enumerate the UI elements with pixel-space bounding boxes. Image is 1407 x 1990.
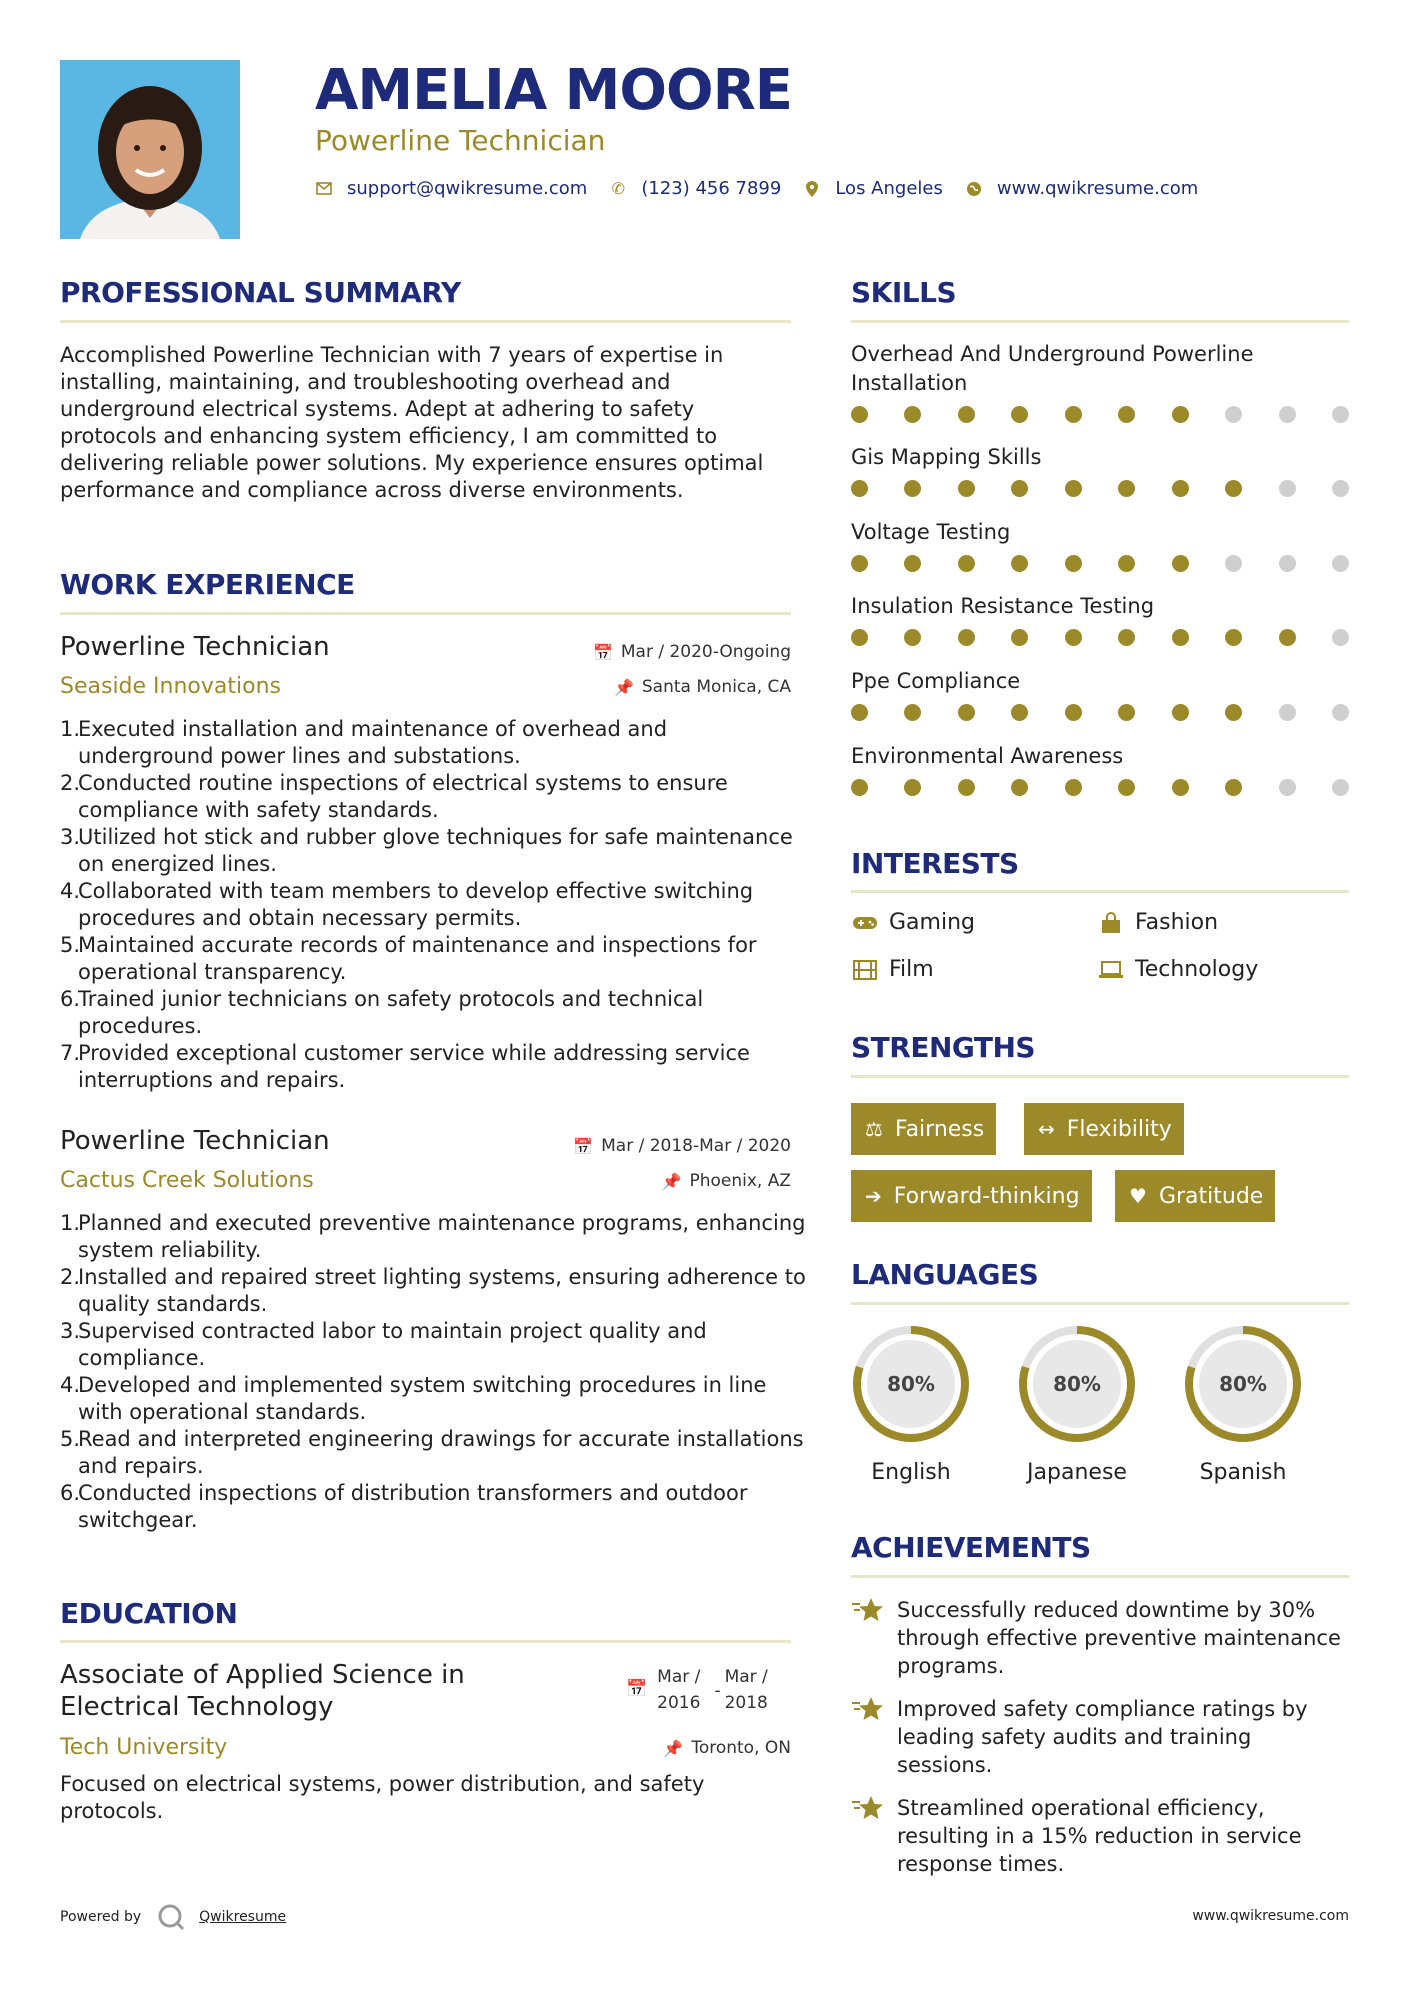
skill-rating <box>851 704 1349 721</box>
rating-dot-filled <box>1011 406 1028 423</box>
rating-dot-filled <box>1065 629 1082 646</box>
rating-dot-filled <box>1065 555 1082 572</box>
film-icon <box>851 960 879 980</box>
education-end <box>725 1664 768 1716</box>
rating-dot-empty <box>1279 480 1296 497</box>
skill-name: Overhead And Underground Powerline Installation <box>851 342 1254 395</box>
strength-forward-thinking <box>851 1170 1092 1222</box>
education-end-month: Mar / <box>724 1667 768 1687</box>
rating-dot-filled <box>1118 779 1135 796</box>
interests-heading: INTERESTS <box>851 847 1019 880</box>
rating-dot-filled <box>904 480 921 497</box>
skill-item <box>851 518 1349 572</box>
rating-dot-filled <box>958 555 975 572</box>
language-item <box>1015 1322 1139 1485</box>
skill-item <box>851 667 1349 721</box>
rating-dot-filled <box>1011 480 1028 497</box>
rating-dot-filled <box>904 704 921 721</box>
contact-email[interactable] <box>315 178 587 199</box>
interest-film <box>851 957 934 982</box>
achievement-2-text: Improved safety compliance ratings by leading safety audits and training sessions. <box>897 1697 1308 1777</box>
language-name: Japanese <box>1027 1460 1127 1485</box>
education-school: Tech University <box>60 1735 228 1760</box>
gauge-label: 80% <box>1053 1372 1101 1396</box>
skill-name: Environmental Awareness <box>851 744 1124 768</box>
strength-flexibility-label: Flexibility <box>1066 1116 1172 1142</box>
skill-rating <box>851 406 1349 423</box>
arrows-horizontal-icon: ↔ <box>1038 1117 1055 1141</box>
rating-dot-filled <box>1118 480 1135 497</box>
rating-dot-filled <box>1011 779 1028 796</box>
rating-dot-filled <box>851 629 868 646</box>
achievement-3-text: Streamlined operational efficiency, resulting in a 15% reduction in service response times. <box>897 1796 1302 1876</box>
interest-fashion <box>1097 910 1218 935</box>
skill-rating <box>851 480 1349 497</box>
rating-dot-filled <box>1011 629 1028 646</box>
job-1-bullets <box>60 716 809 1094</box>
achievement-item <box>851 1596 1349 1680</box>
list-item: Provided exceptional customer service while addressing service interruptions and repairs. <box>78 1041 750 1092</box>
contact-bar <box>315 178 1220 199</box>
strength-gratitude-label: Gratitude <box>1158 1183 1264 1209</box>
education-end-year: 2018 <box>724 1693 768 1713</box>
degree-line-1: Associate of Applied Science in <box>60 1660 465 1690</box>
education-location <box>663 1738 791 1758</box>
job-2-dates-text: Mar / 2018-Mar / 2020 <box>601 1136 791 1156</box>
skill-rating <box>851 629 1349 646</box>
footer-website[interactable]: www.qwikresume.com <box>1192 1908 1349 1924</box>
contact-website-text: www.qwikresume.com <box>996 178 1199 199</box>
rating-dot-filled <box>1279 629 1296 646</box>
languages-heading: LANGUAGES <box>851 1258 1039 1291</box>
powered-by-label: Powered by <box>60 1909 142 1925</box>
rating-dot-empty <box>1279 406 1296 423</box>
achievement-1-text: Successfully reduced downtime by 30% through effective preventive maintenance programs. <box>897 1598 1341 1678</box>
list-item: Trained junior technicians on safety protocols and technical procedures. <box>78 987 704 1038</box>
summary-text: Accomplished Powerline Technician with 7 years of expertise in installing, maintaining, and troubleshooting overhead and underground electrical systems. Adept at adhering to safety protocols and enhancing system efficiency, I am committed to delivering reliable power solutions. My experience ensures optimal performance and compliance across diverse environments. <box>60 343 764 502</box>
rating-dot-filled <box>1172 480 1189 497</box>
skill-rating <box>851 555 1349 572</box>
gauge-label: 80% <box>1219 1372 1267 1396</box>
list-item: Planned and executed preventive maintenance programs, enhancing system reliability. <box>78 1211 806 1262</box>
strengths-heading: STRENGTHS <box>851 1031 1036 1064</box>
job-1-location-text: Santa Monica, CA <box>641 677 791 697</box>
rating-dot-filled <box>1118 555 1135 572</box>
education-description: Focused on electrical systems, power distribution, and safety protocols. <box>60 1772 705 1823</box>
strength-gratitude <box>1115 1170 1275 1222</box>
language-item <box>1181 1322 1305 1485</box>
skill-rating <box>851 779 1349 796</box>
education-dates <box>626 1664 768 1716</box>
skills-heading: SKILLS <box>851 276 957 309</box>
rating-dot-filled <box>1065 480 1082 497</box>
footer-powered-by <box>60 1903 286 1931</box>
rating-dot-filled <box>958 629 975 646</box>
summary-divider <box>60 320 791 323</box>
strength-forward-thinking-label: Forward-thinking <box>893 1183 1080 1209</box>
list-item: Conducted inspections of distribution transformers and outdoor switchgear. <box>78 1481 748 1532</box>
list-item: Utilized hot stick and rubber glove techniques for safe maintenance on energized lines. <box>78 825 793 876</box>
rating-dot-filled <box>1225 704 1242 721</box>
rating-dot-filled <box>1172 704 1189 721</box>
rating-dot-empty <box>1225 406 1242 423</box>
calendar-icon: 📅 <box>626 1679 648 1699</box>
education-location-text: Toronto, ON <box>691 1738 791 1758</box>
rating-dot-filled <box>851 555 868 572</box>
gauge-label: 80% <box>887 1372 935 1396</box>
star-icon <box>851 1596 887 1680</box>
shopping-bag-icon <box>1097 912 1125 934</box>
skill-item <box>851 340 1349 423</box>
rating-dot-filled <box>1225 480 1242 497</box>
language-gauge <box>1015 1322 1139 1446</box>
rating-dot-filled <box>904 406 921 423</box>
strengths-divider <box>851 1075 1349 1078</box>
skill-item <box>851 742 1349 796</box>
degree-line-2: Electrical Technology <box>60 1692 334 1722</box>
list-item: Maintained accurate records of maintenance and inspections for operational transparency. <box>78 933 757 984</box>
interests-divider <box>851 890 1349 893</box>
skills-divider <box>851 320 1349 323</box>
contact-email-text: support@qwikresume.com <box>347 178 588 199</box>
skill-name: Voltage Testing <box>851 520 1011 544</box>
candidate-title: Powerline Technician <box>315 124 606 157</box>
rating-dot-empty <box>1332 629 1349 646</box>
language-gauge <box>1181 1322 1305 1446</box>
star-icon <box>851 1794 887 1878</box>
envelope-icon <box>315 182 333 195</box>
interest-technology-label: Technology <box>1135 957 1259 982</box>
list-item: Conducted routine inspections of electrical systems to ensure compliance with safety standards. <box>78 771 728 822</box>
achievement-item <box>851 1695 1349 1779</box>
job-1-location <box>614 677 791 697</box>
contact-location <box>803 178 943 199</box>
job-1-title: Powerline Technician <box>60 632 330 662</box>
rating-dot-filled <box>904 555 921 572</box>
job-1-dates <box>593 642 791 662</box>
interest-gaming-label: Gaming <box>889 910 975 935</box>
profile-photo-illustration <box>60 60 240 239</box>
education-date-dash: - <box>714 1681 721 1701</box>
rating-dot-empty <box>1332 704 1349 721</box>
list-item: Executed installation and maintenance of overhead and underground power lines and substations. <box>78 717 668 768</box>
rating-dot-filled <box>1118 406 1135 423</box>
interest-technology <box>1097 957 1258 982</box>
calendar-icon: 📅 <box>573 1136 594 1156</box>
job-1-company: Seaside Innovations <box>60 674 281 699</box>
rating-dot-filled <box>958 779 975 796</box>
job-1-dates-text: Mar / 2020-Ongoing <box>620 642 791 662</box>
skill-item <box>851 592 1349 646</box>
language-name: English <box>871 1460 951 1485</box>
interest-gaming <box>851 910 975 935</box>
language-name: Spanish <box>1199 1460 1287 1485</box>
job-2-title: Powerline Technician <box>60 1126 330 1156</box>
interest-fashion-label: Fashion <box>1135 910 1219 935</box>
summary-heading: PROFESSIONAL SUMMARY <box>60 276 461 309</box>
rating-dot-empty <box>1332 555 1349 572</box>
candidate-name: AMELIA MOORE <box>315 58 792 123</box>
rating-dot-filled <box>958 480 975 497</box>
gamepad-icon <box>851 915 879 931</box>
profile-photo <box>60 60 240 239</box>
list-item: Supervised contracted labor to maintain project quality and compliance. <box>78 1319 707 1370</box>
rating-dot-filled <box>904 779 921 796</box>
rating-dot-filled <box>1225 779 1242 796</box>
job-2-bullets <box>60 1210 809 1534</box>
skill-name: Insulation Resistance Testing <box>851 594 1155 618</box>
job-2-location <box>662 1171 791 1191</box>
languages-divider <box>851 1302 1349 1305</box>
calendar-icon: 📅 <box>592 642 613 662</box>
rating-dot-empty <box>1332 779 1349 796</box>
globe-icon <box>965 181 983 197</box>
contact-website[interactable] <box>965 178 1198 199</box>
contact-phone[interactable] <box>609 178 781 199</box>
education-start-month: Mar / <box>657 1667 701 1687</box>
achievements-heading: ACHIEVEMENTS <box>851 1531 1091 1564</box>
strength-flexibility <box>1024 1103 1184 1155</box>
interest-film-label: Film <box>889 957 934 982</box>
job-2-location-text: Phoenix, AZ <box>689 1171 791 1191</box>
arrow-right-icon: ➔ <box>865 1184 882 1208</box>
rating-dot-empty <box>1279 704 1296 721</box>
rating-dot-filled <box>1011 704 1028 721</box>
education-divider <box>60 1640 791 1643</box>
rating-dot-filled <box>1172 406 1189 423</box>
rating-dot-filled <box>1118 629 1135 646</box>
rating-dot-empty <box>1279 779 1296 796</box>
rating-dot-filled <box>958 704 975 721</box>
pin-icon: 📌 <box>661 1171 682 1191</box>
strength-fairness <box>851 1103 996 1155</box>
pin-icon: 📌 <box>663 1738 684 1758</box>
map-marker-icon <box>803 181 821 197</box>
phone-icon: ✆ <box>611 179 626 198</box>
rating-dot-filled <box>851 779 868 796</box>
education-start-year: 2016 <box>657 1693 701 1713</box>
rating-dot-filled <box>851 480 868 497</box>
pin-icon: 📌 <box>613 677 634 697</box>
list-item: Installed and repaired street lighting systems, ensuring adherence to quality standards. <box>78 1265 806 1316</box>
list-item: Collaborated with team members to develop effective switching procedures and obtain necessary permits. <box>78 879 754 930</box>
star-icon <box>851 1695 887 1779</box>
list-item: Developed and implemented system switching procedures in line with operational standards. <box>78 1373 767 1424</box>
rating-dot-filled <box>904 629 921 646</box>
experience-divider <box>60 612 791 615</box>
contact-phone-text: (123) 456 7899 <box>641 178 782 199</box>
rating-dot-empty <box>1225 555 1242 572</box>
rating-dot-filled <box>1172 555 1189 572</box>
skill-item <box>851 443 1349 497</box>
job-2-dates <box>573 1136 791 1156</box>
rating-dot-filled <box>1011 555 1028 572</box>
strength-fairness-label: Fairness <box>894 1116 985 1142</box>
job-2-company: Cactus Creek Solutions <box>60 1168 314 1193</box>
rating-dot-filled <box>1065 704 1082 721</box>
rating-dot-filled <box>1065 406 1082 423</box>
rating-dot-filled <box>1118 704 1135 721</box>
achievement-item <box>851 1794 1349 1878</box>
rating-dot-empty <box>1332 406 1349 423</box>
achievements-divider <box>851 1575 1349 1578</box>
contact-location-text: Los Angeles <box>835 178 943 199</box>
education-start <box>657 1664 700 1716</box>
education-heading: EDUCATION <box>60 1597 238 1630</box>
rating-dot-empty <box>1332 480 1349 497</box>
rating-dot-filled <box>1172 629 1189 646</box>
language-gauge <box>849 1322 973 1446</box>
rating-dot-filled <box>958 406 975 423</box>
skill-name: Gis Mapping Skills <box>851 445 1042 469</box>
rating-dot-filled <box>851 704 868 721</box>
laptop-icon <box>1097 961 1125 979</box>
qwikresume-link[interactable]: Qwikresume <box>199 1909 287 1925</box>
balance-scale-icon: ⚖ <box>865 1117 883 1141</box>
rating-dot-filled <box>1225 629 1242 646</box>
experience-heading: WORK EXPERIENCE <box>60 568 355 601</box>
heart-icon: ♥ <box>1129 1184 1147 1208</box>
rating-dot-filled <box>1172 779 1189 796</box>
language-item <box>849 1322 973 1485</box>
rating-dot-filled <box>851 406 868 423</box>
list-item: Read and interpreted engineering drawings for accurate installations and repairs. <box>78 1427 804 1478</box>
rating-dot-filled <box>1065 779 1082 796</box>
rating-dot-empty <box>1279 555 1296 572</box>
qwikresume-logo-icon <box>157 1903 185 1931</box>
skill-name: Ppe Compliance <box>851 669 1021 693</box>
